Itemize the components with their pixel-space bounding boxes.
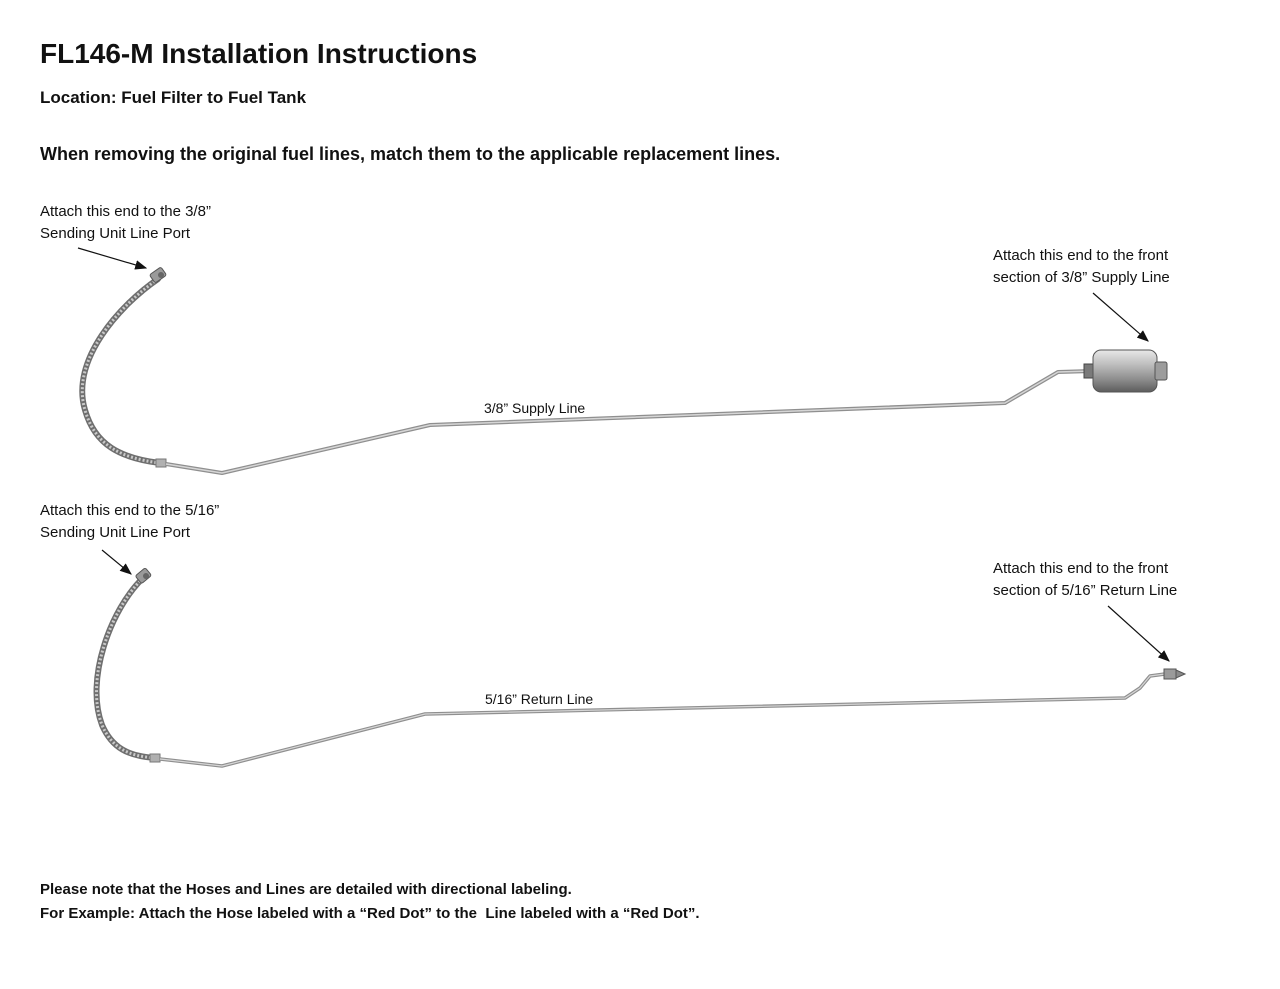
supply-line-assembly — [78, 248, 1167, 473]
return-line-assembly — [97, 550, 1185, 766]
return-hose-callout: Attach this end to the 5/16” Sending Unit Line Port — [40, 502, 220, 541]
labeling-note — [40, 878, 700, 926]
supply-steel-line — [166, 371, 1092, 473]
return-hose-arrow — [102, 550, 131, 574]
supply-front-callout: Attach this end to the front section of 3/8” Supply Line — [993, 247, 1170, 286]
location-heading: Location: Fuel Filter to Fuel Tank — [40, 88, 307, 107]
note-line-1: Please note that the Hoses and Lines are detailed with directional labeling. — [40, 881, 572, 898]
return-line-label: 5/16” Return Line — [485, 691, 594, 707]
return-front-arrow — [1108, 606, 1169, 661]
supply-line-label: 3/8” Supply Line — [484, 400, 586, 416]
note-line-2: For Example: Attach the Hose labeled with a “Red Dot” to the Line labeled with a “Red Dot”. — [40, 905, 700, 922]
return-steel-line — [160, 674, 1165, 766]
return-crimp-collar — [150, 754, 160, 762]
supply-front-arrow — [1093, 293, 1148, 341]
page-title: FL146-M Installation Instructions — [40, 38, 478, 69]
return-front-callout: Attach this end to the front section of 5/16” Return Line — [993, 560, 1178, 599]
supply-hose-arrow — [78, 248, 146, 268]
return-braided-hose — [97, 578, 155, 758]
supply-crimp-collar — [156, 459, 166, 467]
return-end-fitting — [1164, 669, 1185, 679]
instruction-text: When removing the original fuel lines, match them to the applicable replacement lines. — [40, 144, 781, 164]
supply-braided-hose — [82, 279, 160, 463]
supply-hose-callout: Attach this end to the 3/8” Sending Unit Line Port — [40, 203, 211, 242]
fuel-filter — [1093, 350, 1167, 392]
